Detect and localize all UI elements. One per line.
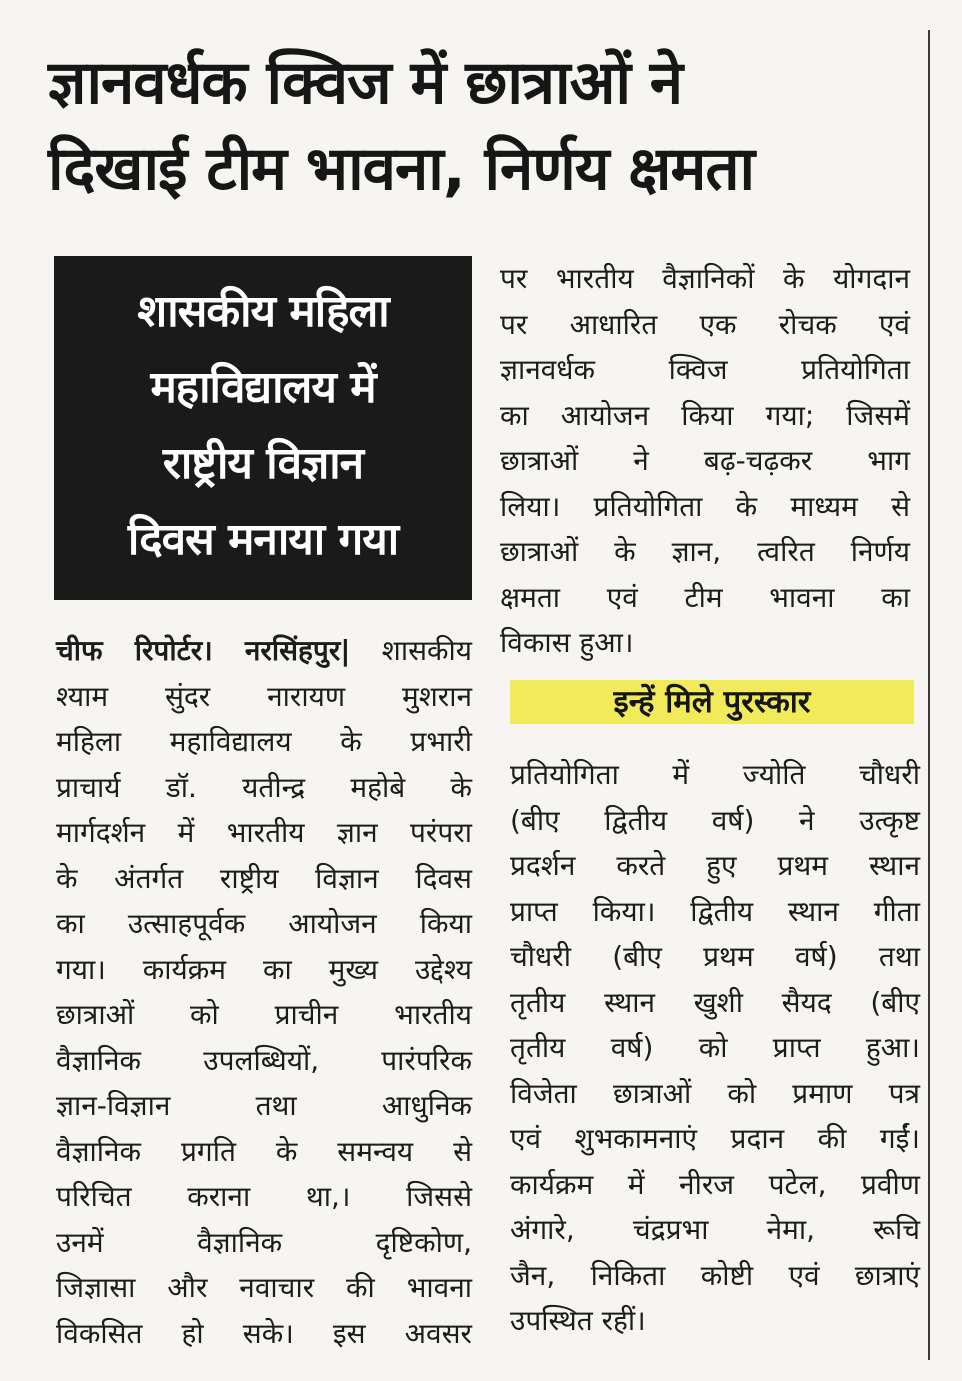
body-line: क्षमता एवं टीम भावना का — [500, 580, 910, 614]
body-line: पर आधारित एक रोचक एवं — [500, 307, 910, 341]
headline-line: दिखाई टीम भावना, निर्णय क्षमता — [48, 134, 755, 204]
kicker-line: महाविद्यालय में — [150, 362, 376, 413]
body-line: पर भारतीय वैज्ञानिकों के योगदान — [500, 262, 910, 295]
body-line: के अंतर्गत राष्ट्रीय विज्ञान दिवस — [56, 861, 472, 895]
dateline: चीफ रिपोर्टर। नरसिंहपुर| — [56, 634, 351, 667]
body-line: छात्राओं के ज्ञान, त्वरित निर्णय — [500, 535, 910, 568]
body-line: वैज्ञानिक उपलब्धियों, पारंपरिक — [56, 1043, 472, 1077]
column-rule — [928, 30, 930, 1360]
body-line: ज्ञानवर्धक क्विज प्रतियोगिता — [500, 353, 910, 386]
body-line: एवं शुभकामनाएं प्रदान की गईं। — [510, 1122, 920, 1155]
body-line: लिया। प्रतियोगिता के माध्यम से — [500, 489, 910, 523]
body-line: कार्यक्रम में नीरज पटेल, प्रवीण — [510, 1167, 920, 1201]
headline — [48, 40, 918, 212]
headline-line: ज्ञानवर्धक क्विज में छात्राओं ने — [48, 48, 683, 118]
body-line: विकास हुआ। — [500, 626, 634, 659]
body-line: (बीए द्वितीय वर्ष) ने उत्कृष्ट — [510, 803, 920, 837]
body-line: प्राप्त किया। द्वितीय स्थान गीता — [510, 894, 920, 928]
body-line: ज्ञान-विज्ञान तथा आधुनिक — [56, 1089, 472, 1122]
body-line: छात्राओं को प्राचीन भारतीय — [56, 998, 472, 1031]
article-column-right-top — [500, 256, 910, 666]
subheading-highlight — [510, 680, 914, 724]
body-line: जिज्ञासा और नवाचार की भावना — [56, 1271, 472, 1304]
body-line: तृतीय वर्ष) को प्राप्त हुआ। — [510, 1031, 920, 1064]
body-line: का आयोजन किया गया; जिसमें — [500, 398, 910, 432]
body-line: जैन, निकिता कोष्टी एवं छात्राएं — [510, 1258, 920, 1292]
kicker-box — [54, 256, 472, 600]
body-line: प्राचार्य डॉ. यतीन्द्र महोबे के — [56, 770, 472, 804]
body-line: प्रदर्शन करते हुए प्रथम स्थान — [510, 849, 920, 882]
body-line: तृतीय स्थान खुशी सैयद (बीए — [510, 985, 920, 1019]
body-text: शासकीय — [381, 634, 472, 667]
article-column-left — [56, 628, 472, 1356]
body-line: वैज्ञानिक प्रगति के समन्वय से — [56, 1134, 472, 1168]
subheading: इन्हें मिले पुरस्कार — [613, 684, 811, 720]
body-line: उनमें वैज्ञानिक दृष्टिकोण, — [56, 1225, 472, 1259]
body-line: विजेता छात्राओं को प्रमाण पत्र — [510, 1076, 920, 1110]
body-line: मार्गदर्शन में भारतीय ज्ञान परंपरा — [56, 816, 472, 849]
body-line: चौधरी (बीए प्रथम वर्ष) तथा — [510, 940, 920, 973]
body-line: श्याम सुंदर नारायण मुशरान — [56, 679, 472, 713]
body-line: महिला महाविद्यालय के प्रभारी — [56, 725, 472, 758]
kicker-line: शासकीय महिला — [137, 286, 389, 337]
article-column-right-bottom — [510, 752, 920, 1344]
body-line: परिचित कराना था,। जिससे — [56, 1180, 472, 1213]
kicker-line: राष्ट्रीय विज्ञान — [162, 438, 364, 489]
body-line — [56, 628, 472, 674]
body-line: गया। कार्यक्रम का मुख्य उद्देश्य — [56, 952, 472, 986]
kicker-line: दिवस मनाया गया — [127, 514, 399, 565]
body-line: प्रतियोगिता में ज्योति चौधरी — [510, 758, 920, 791]
body-line: उपस्थित रहीं। — [510, 1304, 646, 1337]
body-line: विकसित हो सके। इस अवसर — [56, 1316, 472, 1350]
body-line: छात्राओं ने बढ़-चढ़कर भाग — [500, 444, 910, 477]
body-line: का उत्साहपूर्वक आयोजन किया — [56, 907, 472, 940]
kicker-heading — [54, 274, 472, 578]
body-line: अंगारे, चंद्रप्रभा नेमा, रूचि — [510, 1213, 920, 1246]
